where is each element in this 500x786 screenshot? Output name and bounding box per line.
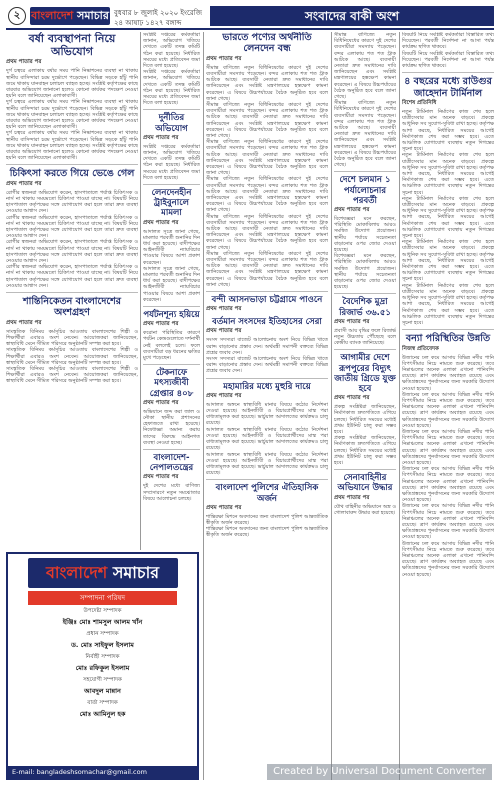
- editor-name: মোঃ রফিকুল ইসলাম: [75, 664, 130, 672]
- newspaper-page: [6, 6, 494, 780]
- story-body: রোগীর স্বজনরা অভিযোগ করেন, হাসপাতালে পর্যাপ্ত চিকিৎসক ও নার্স না থাকায় সময়মতো চিকিৎসা পাওয়া যাচ্ছে না। বিষয়টি নিয়ে হাসপাতাল কর্তৃপক্ষের সঙ্গে যোগাযোগ করা হলে তারা দ্রুত ব্যবস্থা নেওয়ার আশ্বাস দেন।: [6, 189, 138, 215]
- story-body: দুর্গ চত্বরে এলাকায় বর্ষার সময় পানি নিষ্কাশনের ব্যবস্থা না থাকায় স্থানীয় বাসিন্দারা চরম দুর্ভোগে পড়েছেন। বিভিন্ন সড়কে হাঁটু পানি জমে থাকায় যানবাহন চলাচল ব্যাহত হচ্ছে। সংশ্লিষ্ট কর্তৃপক্ষের কাছে বারবার অভিযোগ জানানো হলেও কোনো কার্যকর পদক্ষেপ নেওয়া হয়নি বলে জানিয়েছেন এলাকাবাসী।: [6, 68, 138, 100]
- column-4: [402, 32, 494, 780]
- masthead: [6, 6, 494, 28]
- story-block: [402, 32, 494, 69]
- editor-role: সহযোগী সম্পাদক: [83, 677, 122, 683]
- story-headline[interactable]: শান্তিনিকেতন বাংলাদেশের অংশগ্রহণ: [22, 296, 122, 319]
- converter-watermark: Created by Universal Document Converter: [267, 764, 492, 780]
- section-title: সংবাদের বাকী অংশ: [210, 6, 494, 26]
- story-credit: প্রথম পাতার পর: [206, 306, 242, 313]
- story-body: শান্তিরক্ষা মিশনে অবদানের জন্য বাংলাদেশ পুলিশ আন্তর্জাতিক স্বীকৃতি অর্জন করেছে।: [206, 513, 328, 526]
- story-body: আদালত অঙ্গনে স্বাস্থ্যবিধি মানার বিষয়ে কঠোর নির্দেশনা দেওয়া হয়েছে। আইনজীবী ও বিচারপ্রার্থীদের মাস্ক পরা বাধ্যতামূলক করা হয়েছে। ভার্চুয়াল আদালতের কার্যক্রমও চালু রয়েছে।: [206, 401, 328, 427]
- story-body: দুর্গ চত্বরে এলাকায় বর্ষার সময় পানি নিষ্কাশনের ব্যবস্থা না থাকায় স্থানীয় বাসিন্দারা চরম দুর্ভোগে পড়েছেন। বিভিন্ন সড়কে হাঁটু পানি জমে থাকায় যানবাহন চলাচল ব্যাহত হচ্ছে। সংশ্লিষ্ট কর্তৃপক্ষের কাছে বারবার অভিযোগ জানানো হলেও কোনো কার্যকর পদক্ষেপ নেওয়া হয়নি বলে জানিয়েছেন এলাকাবাসী।: [6, 99, 138, 131]
- story-block: [206, 32, 328, 288]
- contact-email[interactable]: E-mail: bangladeshsomachar@gmail.com: [8, 766, 197, 778]
- story-body: করোনা পরিস্থিতির কারণে পর্যটন কেন্দ্রগুলোতে দর্শনার্থী নেই বললেই চলে। ফলে ব্যবসায়ীরা বড় ধরনের ক্ষতির মুখে পড়েছেন।: [143, 330, 200, 362]
- divider: [143, 306, 200, 307]
- story-block: [334, 175, 396, 290]
- story-body: উজানের ঢল কমে আসায় বিভিন্ন নদীর পানি বিপৎসীমার নিচে নামতে শুরু করেছে। তবে নিম্নাঞ্চলের অনেক এলাকা এখনো পানিবন্দি রয়েছে। ত্রাণ কার্যক্রম অব্যাহত রয়েছে এবং ক্ষতিগ্রস্তদের পুনর্বাসনের জন্য সরকারি উদ্যোগ নেওয়া হয়েছে।: [402, 428, 494, 466]
- story-body: সংসদ সদস্যরা বাজেট আলোচনায় অংশ নিয়ে বিভিন্ন খাতে বরাদ্দ বাড়ানোর প্রস্তাব দেন। অর্থমন্ত্রী সমাপনী বক্তব্যে বিভিন্ন প্রশ্নের জবাব দেন।: [206, 337, 328, 356]
- story-block: [143, 368, 200, 446]
- editorial-box: [6, 552, 199, 780]
- editor-role: প্রধান সম্পাদক: [86, 631, 119, 637]
- story-headline[interactable]: চিকিৎসা করতে গিয়ে ভেঙে গেল: [9, 168, 135, 180]
- story-body: শান্তিরক্ষা মিশনে অবদানের জন্য বাংলাদেশ পুলিশ আন্তর্জাতিক স্বীকৃতি অর্জন করেছে।: [206, 526, 328, 539]
- story-body: সংশ্লিষ্ট দপ্তরের কর্মকর্তারা জানান, অভিযোগ খতিয়ে দেখতে একটি তদন্ত কমিটি গঠন করা হয়েছে। নির্ধারিত সময়ের মধ্যে প্রতিবেদন জমা দিতে বলা হয়েছে।: [143, 69, 200, 107]
- story-body: যৌথ বাহিনীর অভিযানে অস্ত্র ও গোলাবারুদ উদ্ধার করা হয়েছে।: [334, 503, 396, 516]
- footer-logo-white: সমাচার: [112, 563, 160, 582]
- story-body: উজানের ঢল কমে আসায় বিভিন্ন নদীর পানি বিপৎসীমার নিচে নামতে শুরু করেছে। তবে নিম্নাঞ্চলের অনেক এলাকা এখনো পানিবন্দি রয়েছে। ত্রাণ কার্যক্রম অব্যাহত রয়েছে এবং ক্ষতিগ্রস্তদের পুনর্বাসনের জন্য সরকারি উদ্যোগ নেওয়া হয়েছে।: [402, 354, 494, 392]
- story-body: নতুন টার্মিনাল নির্মাণের কাজ শেষ হলে যাত্রীসেবার মান অনেক বাড়বে। প্রকল্পে আধুনিক সব সুযোগ-সুবিধা রাখা হচ্ছে। কর্তৃপক্ষ আশা করছে, নির্ধারিত সময়ের আগেই নির্মাণকাজ শেষ করা সম্ভব হবে। এতে আঞ্চলিক যোগাযোগ ব্যবস্থায় নতুন দিগন্তের সূচনা হবে।: [402, 239, 494, 283]
- story-body: আদালত সূত্রে জানা গেছে, মামলার পরবর্তী শুনানির দিন ধার্য করা হয়েছে। বাদীপক্ষের আইনজীবী ন্যায়বিচার পাওয়ার বিষয়ে আশা প্রকাশ করেছেন।: [143, 228, 200, 266]
- story-credit: বিশেষ প্রতিনিধি: [402, 100, 437, 106]
- story-body: উজানের ঢল কমে আসায় বিভিন্ন নদীর পানি বিপৎসীমার নিচে নামতে শুরু করেছে। তবে নিম্নাঞ্চলের অনেক এলাকা এখনো পানিবন্দি রয়েছে। ত্রাণ কার্যক্রম অব্যাহত রয়েছে এবং ক্ষতিগ্রস্তদের পুনর্বাসনের জন্য সরকারি উদ্যোগ নেওয়া হয়েছে।: [402, 466, 494, 504]
- story-body: দুই দেশের মধ্যে বাণিজ্য সম্প্রসারণে নতুন সমঝোতার বিষয়ে আলোচনা চলছে।: [143, 483, 200, 502]
- story-body: রোগীর স্বজনরা অভিযোগ করেন, হাসপাতালে পর্যাপ্ত চিকিৎসক ও নার্স না থাকায় সময়মতো চিকিৎসা পাওয়া যাচ্ছে না। বিষয়টি নিয়ে হাসপাতাল কর্তৃপক্ষের সঙ্গে যোগাযোগ করা হলে তারা দ্রুত ব্যবস্থা নেওয়ার আশ্বাস দেন।: [6, 214, 138, 240]
- date-gregorian: বুধবার ৮ জুলাই ২০২০ ইংরেজি: [114, 9, 202, 17]
- story-credit: প্রথম পাতার পর: [334, 494, 370, 501]
- story-headline[interactable]: বন্দী আসনভাড়া চট্টগ্রামে পাওনে: [211, 295, 323, 306]
- story-block: [143, 310, 200, 361]
- divider: [402, 72, 494, 73]
- column-2: [206, 32, 328, 780]
- story-credit: প্রথম পাতার পর: [206, 392, 242, 399]
- story-block: [206, 382, 328, 477]
- story-credit: প্রথম পাতার পর: [143, 474, 179, 481]
- footer-logo[interactable]: [28, 558, 178, 588]
- column-rule: [331, 32, 332, 780]
- story-headline[interactable]: ভারতে পণ্যের অর্থনীতি লেনদেন বন্ধ: [222, 32, 312, 55]
- logo-text-white: সমাচার: [77, 9, 109, 22]
- editor-name: মোঃ আমিনুল হক: [79, 710, 126, 718]
- story-credit: প্রথম পাতার পর: [143, 399, 179, 406]
- story-body: সীমান্ত বাণিজ্যে নতুন বিধিনিষেধের কারণে দুই দেশের ব্যবসায়ীরা সমস্যায় পড়েছেন। বন্দর এলাকায় শত শত ট্রাক আটকে আছে। ব্যবসায়ী নেতারা দ্রুত সমাধানের দাবি জানিয়েছেন এবং সংশ্লিষ্ট মন্ত্রণালয়ের হস্তক্ষেপ কামনা করেছেন। এ বিষয়ে উচ্চপর্যায়ের বৈঠক অনুষ্ঠিত হবে বলে জানা গেছে।: [206, 250, 328, 288]
- story-body: বিশেষজ্ঞরা মনে করছেন, পরিস্থিতি মোকাবিলায় আরও সমন্বিত উদ্যোগ প্রয়োজন। স্থানীয় পর্যায়ে সচেতনতা বাড়ানোর ওপর জোর দেওয়া হয়েছে।: [334, 253, 396, 291]
- story-body: সাংস্কৃতিক বিনিময় কর্মসূচির আওতায় বাংলাদেশের শিল্পী ও শিক্ষার্থীরা এবারও অংশ নেবেন। আয়োজকরা জানিয়েছেন, স্বাস্থ্যবিধি মেনে সীমিত পরিসরে অনুষ্ঠানটি সম্পন্ন করা হবে।: [6, 328, 138, 348]
- story-body: নতুন টার্মিনাল নির্মাণের কাজ শেষ হলে যাত্রীসেবার মান অনেক বাড়বে। প্রকল্পে আধুনিক সব সুযোগ-সুবিধা রাখা হচ্ছে। কর্তৃপক্ষ আশা করছে, নির্ধারিত সময়ের আগেই নির্মাণকাজ শেষ করা সম্ভব হবে। এতে আঞ্চলিক যোগাযোগ ব্যবস্থায় নতুন দিগন্তের সূচনা হবে।: [402, 195, 494, 240]
- divider: [6, 292, 138, 293]
- story-body: উজানের ঢল কমে আসায় বিভিন্ন নদীর পানি বিপৎসীমার নিচে নামতে শুরু করেছে। তবে নিম্নাঞ্চলের অনেক এলাকা এখনো পানিবন্দি রয়েছে। ত্রাণ কার্যক্রম অব্যাহত রয়েছে এবং ক্ষতিগ্রস্তদের পুনর্বাসনের জন্য সরকারি উদ্যোগ নেওয়া হয়েছে।: [402, 391, 494, 429]
- footer-logo-red: বাংলাদেশ: [45, 563, 108, 582]
- story-headline[interactable]: আগামীর দেশে রূপপুরের বিদ্যুৎ জাতীয় গ্রিডে যুক্ত হবে: [334, 353, 396, 395]
- story-block: [402, 333, 494, 578]
- story-headline[interactable]: বৈদেশিক মুদ্রা রিজার্ভ ৩৬.৫১: [339, 297, 391, 318]
- story-body: সাংস্কৃতিক বিনিময় কর্মসূচির আওতায় বাংলাদেশের শিল্পী ও শিক্ষার্থীরা এবারও অংশ নেবেন। আয়োজকরা জানিয়েছেন, স্বাস্থ্যবিধি মেনে সীমিত পরিসরে অনুষ্ঠানটি সম্পন্ন করা হবে।: [6, 366, 138, 385]
- divider: [143, 109, 200, 110]
- story-headline[interactable]: মহামারির মধ্যে মুহুরি দায়ে: [223, 381, 311, 392]
- editor-role: বার্তা সম্পাদক: [87, 700, 118, 706]
- logo-text-red: বাংলাদেশ: [31, 9, 74, 22]
- date-bengali: ২৪ আষাঢ় ১৪২৭ বঙ্গাব্দ: [114, 19, 182, 27]
- editor-name: আবদুল মান্নান: [84, 687, 121, 695]
- newspaper-logo[interactable]: [30, 7, 110, 25]
- story-block: [206, 317, 328, 374]
- story-body: উজানের ঢল কমে আসায় বিভিন্ন নদীর পানি বিপৎসীমার নিচে নামতে শুরু করেছে। তবে নিম্নাঞ্চলের অনেক এলাকা এখনো পানিবন্দি রয়েছে। ত্রাণ কার্যক্রম অব্যাহত রয়েছে এবং ক্ষতিগ্রস্তদের পুনর্বাসনের জন্য সরকারি উদ্যোগ নেওয়া হয়েছে।: [402, 540, 494, 578]
- story-credit: প্রথম পাতার পর: [206, 504, 242, 511]
- story-body: সীমান্ত বাণিজ্যে নতুন বিধিনিষেধের কারণে দুই দেশের ব্যবসায়ীরা সমস্যায় পড়েছেন। বন্দর এলাকায় শত শত ট্রাক আটকে আছে। ব্যবসায়ী নেতারা দ্রুত সমাধানের দাবি জানিয়েছেন এবং সংশ্লিষ্ট মন্ত্রণালয়ের হস্তক্ষেপ কামনা করেছেন। এ বিষয়ে উচ্চপর্যায়ের বৈঠক অনুষ্ঠিত হবে বলে জানা গেছে।: [206, 102, 328, 140]
- story-body: নতুন টার্মিনাল নির্মাণের কাজ শেষ হলে যাত্রীসেবার মান অনেক বাড়বে। প্রকল্পে আধুনিক সব সুযোগ-সুবিধা রাখা হচ্ছে। কর্তৃপক্ষ আশা করছে, নির্ধারিত সময়ের আগেই নির্মাণকাজ শেষ করা সম্ভব হবে। এতে আঞ্চলিক যোগাযোগ ব্যবস্থায় নতুন দিগন্তের সূচনা হবে।: [402, 152, 494, 196]
- story-body: নতুন টার্মিনাল নির্মাণের কাজ শেষ হলে যাত্রীসেবার মান অনেক বাড়বে। প্রকল্পে আধুনিক সব সুযোগ-সুবিধা রাখা হচ্ছে। কর্তৃপক্ষ আশা করছে, নির্ধারিত সময়ের আগেই নির্মাণকাজ শেষ করা সম্ভব হবে। এতে আঞ্চলিক যোগাযোগ ব্যবস্থায় নতুন দিগন্তের সূচনা হবে।: [402, 282, 494, 326]
- story-body: সীমান্ত বাণিজ্যে নতুন বিধিনিষেধের কারণে দুই দেশের ব্যবসায়ীরা সমস্যায় পড়েছেন। বন্দর এলাকায় শত শত ট্রাক আটকে আছে। ব্যবসায়ী নেতারা দ্রুত সমাধানের দাবি জানিয়েছেন এবং সংশ্লিষ্ট মন্ত্রণালয়ের হস্তক্ষেপ কামনা করেছেন। এ বিষয়ে উচ্চপর্যায়ের বৈঠক অনুষ্ঠিত হবে বলে জানা গেছে।: [334, 32, 396, 101]
- story-credit: প্রথম পাতার পর: [334, 395, 370, 402]
- divider: [334, 171, 396, 172]
- story-body: সীমান্ত বাণিজ্যে নতুন বিধিনিষেধের কারণে দুই দেশের ব্যবসায়ীরা সমস্যায় পড়েছেন। বন্দর এলাকায় শত শত ট্রাক আটকে আছে। ব্যবসায়ী নেতারা দ্রুত সমাধানের দাবি জানিয়েছেন এবং সংশ্লিষ্ট মন্ত্রণালয়ের হস্তক্ষেপ কামনা করেছেন। এ বিষয়ে উচ্চপর্যায়ের বৈঠক অনুষ্ঠিত হবে বলে জানা গেছে।: [206, 139, 328, 177]
- story-block: [334, 353, 396, 466]
- story-body: প্রকল্প সংশ্লিষ্টরা জানিয়েছেন, নির্মাণকাজ দ্রুতগতিতে এগিয়ে চলছে। নির্ধারিত সময়ের মধ্যেই প্রথম ইউনিট চালু করা সম্ভব হবে।: [334, 404, 396, 436]
- story-headline[interactable]: সেনাবাহিনীর অভিযানে উদ্ধার: [337, 473, 393, 494]
- story-block: [143, 113, 200, 181]
- divider: [334, 293, 396, 294]
- page-number: ২: [8, 7, 26, 25]
- story-credit: প্রথম পাতার পর: [6, 180, 42, 187]
- column-rule: [399, 32, 400, 780]
- story-block: [6, 296, 138, 385]
- divider: [334, 469, 396, 470]
- story-headline[interactable]: টেকনাফে মৎস্যজীবী গ্রেপ্তার ৪০৮: [149, 368, 194, 399]
- column-3: [334, 32, 396, 780]
- story-block: [6, 32, 138, 161]
- story-body: সীমান্ত বাণিজ্যে নতুন বিধিনিষেধের কারণে দুই দেশের ব্যবসায়ীরা সমস্যায় পড়েছেন। বন্দর এলাকায় শত শত ট্রাক আটকে আছে। ব্যবসায়ী নেতারা দ্রুত সমাধানের দাবি জানিয়েছেন এবং সংশ্লিষ্ট মন্ত্রণালয়ের হস্তক্ষেপ কামনা করেছেন। এ বিষয়ে উচ্চপর্যায়ের বৈঠক অনুষ্ঠিত হবে বলে জানা গেছে।: [206, 176, 328, 214]
- story-body: আদালত অঙ্গনে স্বাস্থ্যবিধি মানার বিষয়ে কঠোর নির্দেশনা দেওয়া হয়েছে। আইনজীবী ও বিচারপ্রার্থীদের মাস্ক পরা বাধ্যতামূলক করা হয়েছে। ভার্চুয়াল আদালতের কার্যক্রমও চালু রয়েছে।: [206, 426, 328, 452]
- editor-name: ইঞ্জিঃ মোঃ শামসুল আলম খাঁন: [62, 618, 143, 626]
- story-body: সাংস্কৃতিক বিনিময় কর্মসূচির আওতায় বাংলাদেশের শিল্পী ও শিক্ষার্থীরা এবারও অংশ নেবেন। আয়োজকরা জানিয়েছেন, স্বাস্থ্যবিধি মেনে সীমিত পরিসরে অনুষ্ঠানটি সম্পন্ন করা হবে।: [6, 347, 138, 366]
- editor-role: উপদেষ্টা সম্পাদক: [83, 608, 122, 614]
- story-block: [206, 483, 328, 538]
- divider: [402, 329, 494, 330]
- story-body: সীমান্ত বাণিজ্যে নতুন বিধিনিষেধের কারণে দুই দেশের ব্যবসায়ীরা সমস্যায় পড়েছেন। বন্দর এলাকায় শত শত ট্রাক আটকে আছে। ব্যবসায়ী নেতারা দ্রুত সমাধানের দাবি জানিয়েছেন এবং সংশ্লিষ্ট মন্ত্রণালয়ের হস্তক্ষেপ কামনা করেছেন। এ বিষয়ে উচ্চপর্যায়ের বৈঠক অনুষ্ঠিত হবে বলে জানা গেছে।: [206, 213, 328, 251]
- story-headline[interactable]: দুর্নীতির অভিযোগ: [155, 113, 188, 134]
- story-credit: প্রথম পাতার পর: [206, 328, 242, 335]
- story-body: বিষয়টি নিয়ে সংশ্লিষ্ট কর্মকর্তারা বিস্তারিত তথ্য দিয়েছেন। পরবর্তী নির্দেশনা না আসা পর্যন্ত কার্যক্রম স্থগিত থাকবে।: [402, 50, 494, 70]
- story-block: [206, 295, 328, 314]
- story-headline[interactable]: পর্যটনশূন্য হয়িয়ে: [143, 310, 200, 321]
- divider: [334, 349, 396, 350]
- story-body: বিশেষজ্ঞরা মনে করছেন, পরিস্থিতি মোকাবিলায় আরও সমন্বিত উদ্যোগ প্রয়োজন। স্থানীয় পর্যায়ে সচেতনতা বাড়ানোর ওপর জোর দেওয়া হয়েছে।: [334, 216, 396, 254]
- divider: [206, 291, 328, 292]
- divider: [206, 378, 328, 379]
- editor-role: নির্বাহী সম্পাদক: [85, 654, 120, 660]
- masthead-rule: [6, 28, 494, 30]
- story-body: সংশ্লিষ্ট দপ্তরের কর্মকর্তারা জানান, অভিযোগ খতিয়ে দেখতে একটি তদন্ত কমিটি গঠন করা হয়েছে। নির্ধারিত সময়ের মধ্যে প্রতিবেদন জমা দিতে বলা হয়েছে।: [143, 32, 200, 70]
- divider: [143, 449, 200, 450]
- story-headline[interactable]: দেশে চলমান ১ পর্যালোচনার পরবর্তী: [339, 175, 391, 206]
- story-block: [6, 168, 138, 289]
- story-body: প্রকল্প সংশ্লিষ্টরা জানিয়েছেন, নির্মাণকাজ দ্রুতগতিতে এগিয়ে চলছে। নির্ধারিত সময়ের মধ্যেই প্রথম ইউনিট চালু করা সম্ভব হবে।: [334, 435, 396, 467]
- story-headline[interactable]: বন্যা পরিস্থিতির উন্নতি: [405, 333, 491, 345]
- story-credit: প্রথম পাতার পর: [143, 134, 179, 141]
- story-body: উজানের ঢল কমে আসায় বিভিন্ন নদীর পানি বিপৎসীমার নিচে নামতে শুরু করেছে। তবে নিম্নাঞ্চলের অনেক এলাকা এখনো পানিবন্দি রয়েছে। ত্রাণ কার্যক্রম অব্যাহত রয়েছে এবং ক্ষতিগ্রস্তদের পুনর্বাসনের জন্য সরকারি উদ্যোগ নেওয়া হয়েছে।: [402, 503, 494, 541]
- story-body: রোগীর স্বজনরা অভিযোগ করেন, হাসপাতালে পর্যাপ্ত চিকিৎসক ও নার্স না থাকায় সময়মতো চিকিৎসা পাওয়া যাচ্ছে না। বিষয়টি নিয়ে হাসপাতাল কর্তৃপক্ষের সঙ্গে যোগাযোগ করা হলে তারা দ্রুত ব্যবস্থা নেওয়ার আশ্বাস দেন।: [6, 264, 138, 289]
- story-headline[interactable]: বাংলাদেশ পুলিশের ঐতিহাসিক অর্জন: [215, 483, 319, 504]
- story-body: দুর্গ চত্বরে এলাকায় বর্ষার সময় পানি নিষ্কাশনের ব্যবস্থা না থাকায় স্থানীয় বাসিন্দারা চরম দুর্ভোগে পড়েছেন। বিভিন্ন সড়কে হাঁটু পানি জমে থাকায় যানবাহন চলাচল ব্যাহত হচ্ছে। সংশ্লিষ্ট কর্তৃপক্ষের কাছে বারবার অভিযোগ জানানো হলেও কোনো কার্যকর পদক্ষেপ নেওয়া হয়নি বলে জানিয়েছেন এলাকাবাসী।: [6, 130, 138, 162]
- story-headline[interactable]: বর্ষা ব্যবস্থাপনা নিয়ে অভিযোগ: [28, 32, 116, 59]
- story-credit: প্রথম পাতার পর: [6, 319, 42, 326]
- divider: [6, 164, 138, 165]
- story-headline[interactable]: ৪ বছরের মধ্যে রাউগুর জাহেদান টার্মিনাল: [404, 76, 492, 99]
- divider: [143, 364, 200, 365]
- story-body: আদালত সূত্রে জানা গেছে, মামলার পরবর্তী শুনানির দিন ধার্য করা হয়েছে। বাদীপক্ষের আইনজীবী ন্যায়বিচার পাওয়ার বিষয়ে আশা প্রকাশ করেছেন।: [143, 265, 200, 303]
- story-body: অভিযানে জব্দ করা জাল ও নৌকা স্থানীয় প্রশাসনের হেফাজতে রাখা হয়েছে। নিষেধাজ্ঞা অমান্য করায় তাদের বিরুদ্ধে আইনগত ব্যবস্থা নেওয়া হচ্ছে।: [143, 408, 200, 446]
- story-body: সীমান্ত বাণিজ্যে নতুন বিধিনিষেধের কারণে দুই দেশের ব্যবসায়ীরা সমস্যায় পড়েছেন। বন্দর এলাকায় শত শত ট্রাক আটকে আছে। ব্যবসায়ী নেতারা দ্রুত সমাধানের দাবি জানিয়েছেন এবং সংশ্লিষ্ট মন্ত্রণালয়ের হস্তক্ষেপ কামনা করেছেন। এ বিষয়ে উচ্চপর্যায়ের বৈঠক অনুষ্ঠিত হবে বলে জানা গেছে।: [334, 100, 396, 169]
- story-body: সংসদ সদস্যরা বাজেট আলোচনায় অংশ নিয়ে বিভিন্ন খাতে বরাদ্দ বাড়ানোর প্রস্তাব দেন। অর্থমন্ত্রী সমাপনী বক্তব্যে বিভিন্ন প্রশ্নের জবাব দেন।: [206, 356, 328, 375]
- story-body: প্রবাসী আয় বৃদ্ধির ফলে রিজার্ভ নতুন উচ্চতায় পৌঁছেছে বলে কেন্দ্রীয় ব্যাংক জানিয়েছে।: [334, 327, 396, 347]
- story-credit: প্রথম পাতার পর: [143, 321, 179, 328]
- editor-name: ড. মোঃ সাইফুল ইসলাম: [71, 641, 134, 649]
- column-rule: [140, 32, 141, 550]
- story-credit: প্রথম পাতার পর: [143, 219, 179, 226]
- story-body: আদালত অঙ্গনে স্বাস্থ্যবিধি মানার বিষয়ে কঠোর নির্দেশনা দেওয়া হয়েছে। আইনজীবী ও বিচারপ্রার্থীদের মাস্ক পরা বাধ্যতামূলক করা হয়েছে। ভার্চুয়াল আদালতের কার্যক্রমও চালু রয়েছে।: [206, 451, 328, 477]
- story-block: [143, 453, 200, 502]
- story-body: নতুন টার্মিনাল নির্মাণের কাজ শেষ হলে যাত্রীসেবার মান অনেক বাড়বে। প্রকল্পে আধুনিক সব সুযোগ-সুবিধা রাখা হচ্ছে। কর্তৃপক্ষ আশা করছে, নির্ধারিত সময়ের আগেই নির্মাণকাজ শেষ করা সম্ভব হবে। এতে আঞ্চলিক যোগাযোগ ব্যবস্থায় নতুন দিগন্তের সূচনা হবে।: [402, 109, 494, 153]
- column-1: [6, 32, 138, 550]
- column-1b: [143, 32, 200, 550]
- story-credit: প্রথম পাতার পর: [334, 207, 370, 214]
- story-credit: নিজস্ব প্রতিবেদক: [402, 345, 439, 352]
- story-credit: প্রথম পাতার পর: [334, 318, 370, 325]
- story-block: [334, 297, 396, 346]
- story-block: [143, 188, 200, 303]
- story-block: [402, 76, 494, 326]
- column-rule: [203, 32, 204, 780]
- story-block: [143, 32, 200, 106]
- story-headline[interactable]: বর্তমান সংসদের ইতিহাসের সেরা: [212, 317, 322, 328]
- story-body: রোগীর স্বজনরা অভিযোগ করেন, হাসপাতালে পর্যাপ্ত চিকিৎসক ও নার্স না থাকায় সময়মতো চিকিৎসা পাওয়া যাচ্ছে না। বিষয়টি নিয়ে হাসপাতাল কর্তৃপক্ষের সঙ্গে যোগাযোগ করা হলে তারা দ্রুত ব্যবস্থা নেওয়ার আশ্বাস দেন।: [6, 239, 138, 265]
- story-credit: প্রথম পাতার পর: [206, 55, 242, 62]
- story-block: [334, 32, 396, 168]
- story-credit: প্রথম পাতার পর: [6, 59, 42, 66]
- editorial-tagline: সম্পাদনা পরিষদ: [28, 591, 177, 605]
- story-body: বিষয়টি নিয়ে সংশ্লিষ্ট কর্মকর্তারা বিস্তারিত তথ্য দিয়েছেন। পরবর্তী নির্দেশনা না আসা পর্যন্ত কার্যক্রম স্থগিত থাকবে।: [402, 32, 494, 51]
- story-body: সীমান্ত বাণিজ্যে নতুন বিধিনিষেধের কারণে দুই দেশের ব্যবসায়ীরা সমস্যায় পড়েছেন। বন্দর এলাকায় শত শত ট্রাক আটকে আছে। ব্যবসায়ী নেতারা দ্রুত সমাধানের দাবি জানিয়েছেন এবং সংশ্লিষ্ট মন্ত্রণালয়ের হস্তক্ষেপ কামনা করেছেন। এ বিষয়ে উচ্চপর্যায়ের বৈঠক অনুষ্ঠিত হবে বলে জানা গেছে।: [206, 64, 328, 102]
- story-body: সংশ্লিষ্ট দপ্তরের কর্মকর্তারা জানান, অভিযোগ খতিয়ে দেখতে একটি তদন্ত কমিটি গঠন করা হয়েছে। নির্ধারিত সময়ের মধ্যে প্রতিবেদন জমা দিতে বলা হয়েছে।: [143, 143, 200, 181]
- story-block: [334, 473, 396, 516]
- story-headline[interactable]: লেনদেনহীন ট্রাইবুনালে মামলা: [151, 188, 192, 219]
- story-headline[interactable]: বাংলাদেশ-নেপালতন্ত্রের: [149, 453, 194, 474]
- divider: [143, 184, 200, 185]
- divider: [206, 479, 328, 480]
